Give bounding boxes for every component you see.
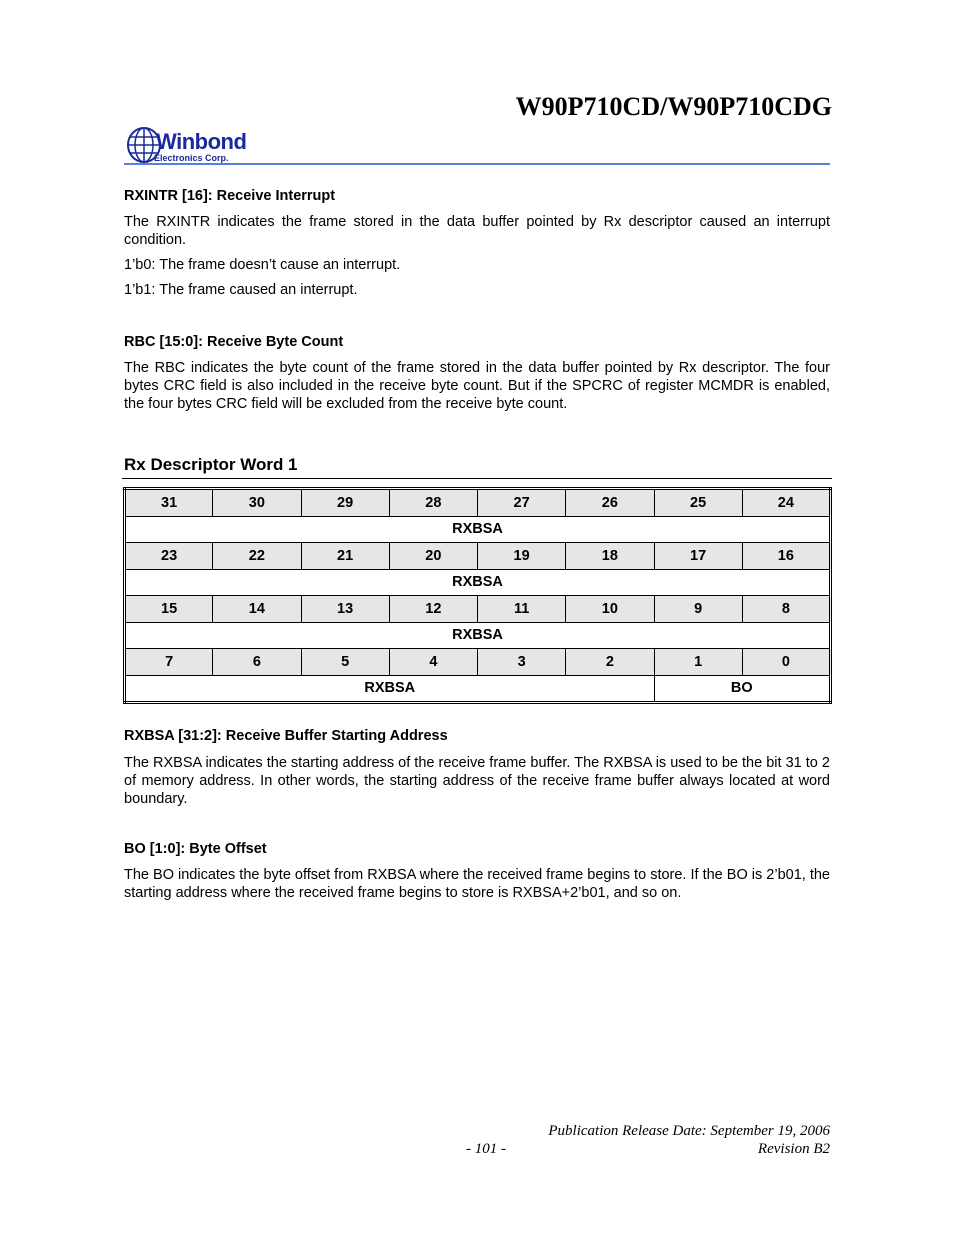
- field-row: [125, 516, 831, 543]
- bit-cell: 25: [654, 489, 742, 517]
- revision-label: Revision B2: [757, 1141, 830, 1157]
- logo-subtext: Electronics Corp.: [154, 153, 229, 163]
- bit-cell: 22: [213, 543, 301, 570]
- bo-heading: BO [1:0]: Byte Offset: [124, 841, 267, 857]
- rxintr-option-0: 1’b0: The frame doesn’t cause an interrupt.: [124, 257, 401, 273]
- field-cell-bo: BO: [654, 675, 831, 703]
- field-cell-rxbsa: RXBSA: [125, 569, 831, 596]
- rxbsa-description: The RXBSA indicates the starting address of the receive frame buffer. The RXBSA is used to be the bit 31 to 2 of memory address. In other words, the starting address of the receive frame buffer always located at word boundary.: [124, 755, 830, 807]
- bit-cell: 2: [566, 649, 654, 676]
- bit-cell: 31: [125, 489, 213, 517]
- bit-cell: 12: [389, 596, 477, 623]
- bit-cell: 17: [654, 543, 742, 570]
- bo-description: The BO indicates the byte offset from RXBSA where the received frame begins to store. If the BO is 2’b01, the starting address where the received frame begins to store is RXBSA+2’b01, and so on.: [124, 867, 830, 901]
- bit-cell: 14: [213, 596, 301, 623]
- field-cell-rxbsa: RXBSA: [125, 675, 655, 703]
- register-bit-table: [123, 487, 832, 704]
- bit-cell: 27: [478, 489, 566, 517]
- bit-cell: 5: [301, 649, 389, 676]
- field-row: [125, 675, 831, 703]
- bit-cell: 29: [301, 489, 389, 517]
- bit-cell: 26: [566, 489, 654, 517]
- bit-cell: 30: [213, 489, 301, 517]
- bit-cell: 16: [742, 543, 830, 570]
- page-number: - 101 -: [466, 1141, 506, 1157]
- bit-cell: 15: [125, 596, 213, 623]
- rbc-description: The RBC indicates the byte count of the frame stored in the data buffer pointed by Rx descriptor. The four bytes CRC field is also included in the receive byte count. But if the SPCRC of register MCMDR is enabled, the four bytes CRC field will be excluded from the receive byte count.: [124, 360, 830, 412]
- header-divider: [124, 163, 830, 165]
- publication-date: Publication Release Date: September 19, 2006: [548, 1123, 830, 1139]
- bit-cell: 18: [566, 543, 654, 570]
- bit-number-row: [125, 489, 831, 517]
- logo-wordmark: Winbond: [156, 129, 247, 154]
- rx-descriptor-title: Rx Descriptor Word 1: [124, 455, 298, 474]
- bit-cell: 6: [213, 649, 301, 676]
- field-row: [125, 569, 831, 596]
- rxintr-description: The RXINTR indicates the frame stored in the data buffer pointed by Rx descriptor caused an interrupt condition.: [124, 214, 830, 248]
- bit-cell: 20: [389, 543, 477, 570]
- bit-cell: 21: [301, 543, 389, 570]
- field-cell-rxbsa: RXBSA: [125, 516, 831, 543]
- bit-number-row: [125, 543, 831, 570]
- bit-cell: 0: [742, 649, 830, 676]
- bit-cell: 10: [566, 596, 654, 623]
- bit-cell: 3: [478, 649, 566, 676]
- bit-cell: 9: [654, 596, 742, 623]
- winbond-logo: [126, 126, 266, 166]
- field-row: [125, 622, 831, 649]
- field-cell-rxbsa: RXBSA: [125, 622, 831, 649]
- bit-cell: 23: [125, 543, 213, 570]
- bit-cell: 28: [389, 489, 477, 517]
- bit-cell: 8: [742, 596, 830, 623]
- bit-cell: 13: [301, 596, 389, 623]
- document-title: W90P710CD/W90P710CDG: [515, 92, 832, 121]
- bit-cell: 24: [742, 489, 830, 517]
- rx-descriptor-rule: [122, 478, 832, 479]
- rxintr-heading: RXINTR [16]: Receive Interrupt: [124, 188, 336, 204]
- bit-number-row: [125, 596, 831, 623]
- bit-cell: 19: [478, 543, 566, 570]
- rxbsa-heading: RXBSA [31:2]: Receive Buffer Starting Address: [124, 728, 448, 744]
- rbc-heading: RBC [15:0]: Receive Byte Count: [124, 334, 344, 350]
- bit-cell: 4: [389, 649, 477, 676]
- rxintr-option-1: 1’b1: The frame caused an interrupt.: [124, 282, 358, 298]
- bit-number-row: [125, 649, 831, 676]
- bit-cell: 1: [654, 649, 742, 676]
- bit-cell: 7: [125, 649, 213, 676]
- bit-cell: 11: [478, 596, 566, 623]
